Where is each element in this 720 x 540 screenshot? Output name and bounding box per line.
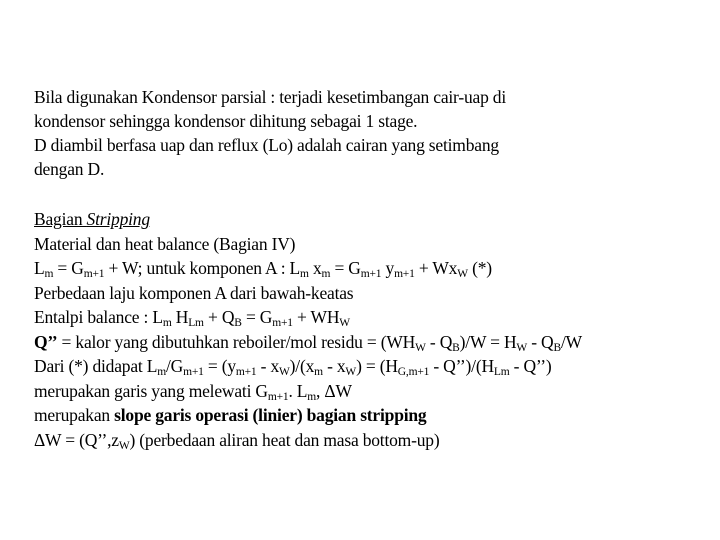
subscript: W xyxy=(457,268,468,280)
subscript: m xyxy=(162,317,172,329)
text-segment: slope garis operasi (linier) bagian stripping xyxy=(114,405,427,425)
text-segment: dengan D. xyxy=(34,159,105,179)
subscript: W xyxy=(516,341,528,354)
stripping-line xyxy=(34,281,582,306)
stripping-line xyxy=(34,232,582,257)
text-segment: )/(x xyxy=(289,356,315,376)
text-segment: merupakan garis yang melewati G xyxy=(34,380,268,401)
stripping-line xyxy=(34,305,582,330)
text-segment: (*) xyxy=(467,258,492,278)
subscript: m+1 xyxy=(183,366,204,378)
subscript: m+1 xyxy=(83,268,105,280)
subscript: W xyxy=(345,366,357,378)
subscript: Lm xyxy=(493,366,510,378)
text-segment: - x xyxy=(322,356,346,376)
text-segment: - x xyxy=(256,356,280,376)
intro-line xyxy=(34,109,506,133)
text-segment: ΔW = (Q’’,z xyxy=(34,429,119,450)
subscript: G,m+1 xyxy=(397,366,430,378)
text-segment: H xyxy=(171,307,189,327)
text-segment: - Q xyxy=(527,331,554,352)
text-segment: Bila digunakan Kondensor parsial : terjadi kesetimbangan cair-uap di xyxy=(34,87,507,107)
stripping-line xyxy=(34,207,582,232)
stripping-line xyxy=(34,330,582,355)
stripping-line xyxy=(34,428,582,453)
text-segment: - Q’’) xyxy=(509,356,552,376)
text-segment: Bagian xyxy=(34,209,87,229)
text-segment: D diambil berfasa uap dan reflux (Lo) adalah cairan yang setimbang xyxy=(34,135,499,155)
text-segment: Entalpi balance : L xyxy=(34,307,163,327)
subscript: m+1 xyxy=(394,268,415,280)
text-segment: )/W = H xyxy=(459,331,517,352)
subscript: m xyxy=(300,268,309,280)
intro-line xyxy=(34,133,506,157)
intro-paragraph xyxy=(34,85,506,181)
text-segment: - Q’’)/(H xyxy=(429,356,494,376)
text-segment: + WH xyxy=(292,307,340,327)
subscript: m xyxy=(307,390,317,403)
subscript: W xyxy=(339,317,350,329)
text-segment: y xyxy=(381,258,395,278)
text-segment: Stripping xyxy=(86,209,150,229)
text-segment: Dari (*) didapat L xyxy=(34,356,158,376)
subscript: W xyxy=(279,366,290,378)
intro-line xyxy=(34,157,506,181)
text-segment: merupakan xyxy=(34,405,115,425)
subscript: B xyxy=(553,341,561,354)
text-segment: + W; untuk komponen A : L xyxy=(104,258,301,278)
subscript: W xyxy=(118,439,130,452)
text-segment: Material dan heat balance (Bagian IV) xyxy=(34,233,296,254)
text-segment: = G xyxy=(330,258,361,278)
text-segment: L xyxy=(34,258,45,278)
subscript: m xyxy=(44,268,54,280)
text-segment: = (y xyxy=(203,356,236,376)
stripping-line xyxy=(34,256,582,281)
stripping-line xyxy=(34,354,582,379)
text-segment: Perbedaan laju komponen A dari bawah-keatas xyxy=(34,282,354,303)
subscript: m+1 xyxy=(360,268,382,280)
text-segment: - Q xyxy=(425,331,453,352)
subscript: m xyxy=(314,366,323,378)
subscript: m+1 xyxy=(267,390,289,403)
subscript: m xyxy=(157,366,166,378)
stripping-line xyxy=(34,403,582,428)
text-segment: ) (perbedaan aliran heat dan masa bottom-up) xyxy=(129,429,440,450)
text-segment: x xyxy=(308,258,322,278)
stripping-section xyxy=(34,207,582,452)
subscript: m+1 xyxy=(235,366,257,378)
subscript: m xyxy=(321,268,331,280)
text-segment: = kalor yang dibutuhkan reboiler/mol residu = (WH xyxy=(57,331,416,352)
text-segment: + Q xyxy=(203,307,235,327)
text-segment: kondensor sehingga kondensor dihitung sebagai 1 stage. xyxy=(34,111,418,131)
text-segment: + Wx xyxy=(414,258,458,278)
subscript: Lm xyxy=(188,317,204,329)
text-segment: /G xyxy=(165,356,184,376)
text-segment: = G xyxy=(241,307,273,327)
subscript: m+1 xyxy=(272,317,293,329)
subscript: B xyxy=(452,341,460,354)
text-segment: /W xyxy=(560,331,582,352)
text-segment: , ΔW xyxy=(316,380,352,401)
text-segment: ) = (H xyxy=(356,356,398,376)
subscript: B xyxy=(234,317,242,329)
intro-line xyxy=(34,85,506,109)
subscript: W xyxy=(415,341,426,354)
text-segment: Q’’ xyxy=(34,331,58,352)
stripping-line xyxy=(34,379,582,404)
text-segment: . L xyxy=(288,380,308,401)
text-segment: = G xyxy=(53,258,84,278)
